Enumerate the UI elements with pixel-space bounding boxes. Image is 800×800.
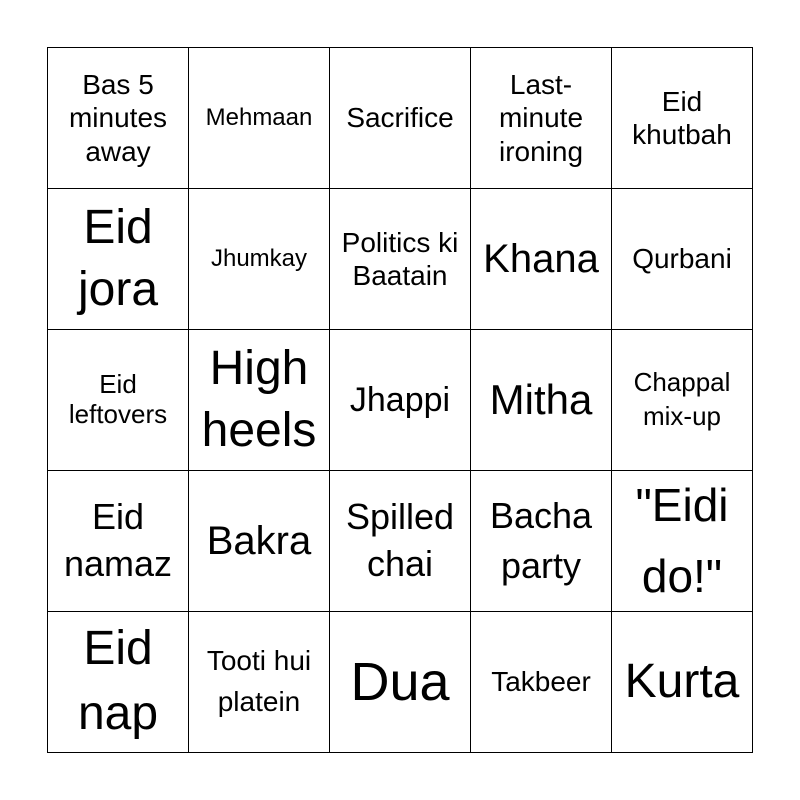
bingo-cell-r3c3[interactable] bbox=[330, 330, 471, 471]
cell-label: Politics ki Baatain bbox=[341, 226, 459, 291]
bingo-cell-r2c1[interactable] bbox=[48, 189, 189, 330]
cell-label: "Eidi do!" bbox=[635, 478, 729, 602]
bingo-cell-r1c2[interactable] bbox=[189, 48, 330, 189]
cell-label: Eid leftovers bbox=[68, 369, 168, 429]
cell-label: Bas 5 minutes away bbox=[68, 69, 168, 167]
cell-label: Sacrifice bbox=[346, 102, 454, 134]
bingo-cell-r1c1[interactable] bbox=[48, 48, 189, 189]
bingo-cell-r1c3[interactable] bbox=[330, 48, 471, 189]
bingo-board bbox=[47, 47, 753, 753]
cell-label: Khana bbox=[483, 237, 599, 281]
bingo-cell-r4c5[interactable] bbox=[612, 471, 753, 612]
cell-label: High heels bbox=[201, 341, 317, 457]
bingo-cell-r2c3[interactable] bbox=[330, 189, 471, 330]
cell-label: Jhumkay bbox=[210, 244, 308, 272]
cell-label: Bacha party bbox=[489, 494, 593, 586]
cell-label: Tooti hui platein bbox=[206, 645, 312, 717]
bingo-cell-r2c2[interactable] bbox=[189, 189, 330, 330]
bingo-cell-r2c4[interactable] bbox=[471, 189, 612, 330]
bingo-cell-r4c2[interactable] bbox=[189, 471, 330, 612]
cell-label: Mitha bbox=[489, 375, 593, 423]
bingo-cell-r4c3[interactable] bbox=[330, 471, 471, 612]
bingo-cell-r4c1[interactable] bbox=[48, 471, 189, 612]
bingo-cell-r2c5[interactable] bbox=[612, 189, 753, 330]
bingo-cell-r5c5[interactable] bbox=[612, 612, 753, 753]
cell-label: Spilled chai bbox=[345, 496, 455, 584]
bingo-cell-r4c4[interactable] bbox=[471, 471, 612, 612]
bingo-cell-r3c2[interactable] bbox=[189, 330, 330, 471]
bingo-cell-r1c5[interactable] bbox=[612, 48, 753, 189]
cell-label: Takbeer bbox=[491, 666, 591, 698]
cell-label: Eid jora bbox=[77, 200, 159, 316]
bingo-cell-r5c3[interactable] bbox=[330, 612, 471, 753]
cell-label: Qurbani bbox=[632, 243, 732, 275]
bingo-cell-r5c1[interactable] bbox=[48, 612, 189, 753]
cell-label: Dua bbox=[350, 651, 450, 712]
cell-label: Chappal mix-up bbox=[633, 367, 731, 431]
cell-label: Eid namaz bbox=[63, 496, 173, 584]
cell-label: Jhappi bbox=[349, 380, 451, 419]
cell-label: Eid khutbah bbox=[632, 85, 732, 150]
bingo-cell-r3c1[interactable] bbox=[48, 330, 189, 471]
cell-label: Mehmaan bbox=[205, 103, 313, 131]
cell-label: Eid nap bbox=[77, 622, 159, 740]
bingo-cell-r3c5[interactable] bbox=[612, 330, 753, 471]
bingo-cell-r5c4[interactable] bbox=[471, 612, 612, 753]
cell-label: Kurta bbox=[624, 654, 740, 708]
bingo-cell-r1c4[interactable] bbox=[471, 48, 612, 189]
cell-label: Bakra bbox=[206, 519, 312, 563]
bingo-cell-r3c4[interactable] bbox=[471, 330, 612, 471]
cell-label: Last-minute ironing bbox=[498, 69, 584, 167]
bingo-cell-r5c2[interactable] bbox=[189, 612, 330, 753]
